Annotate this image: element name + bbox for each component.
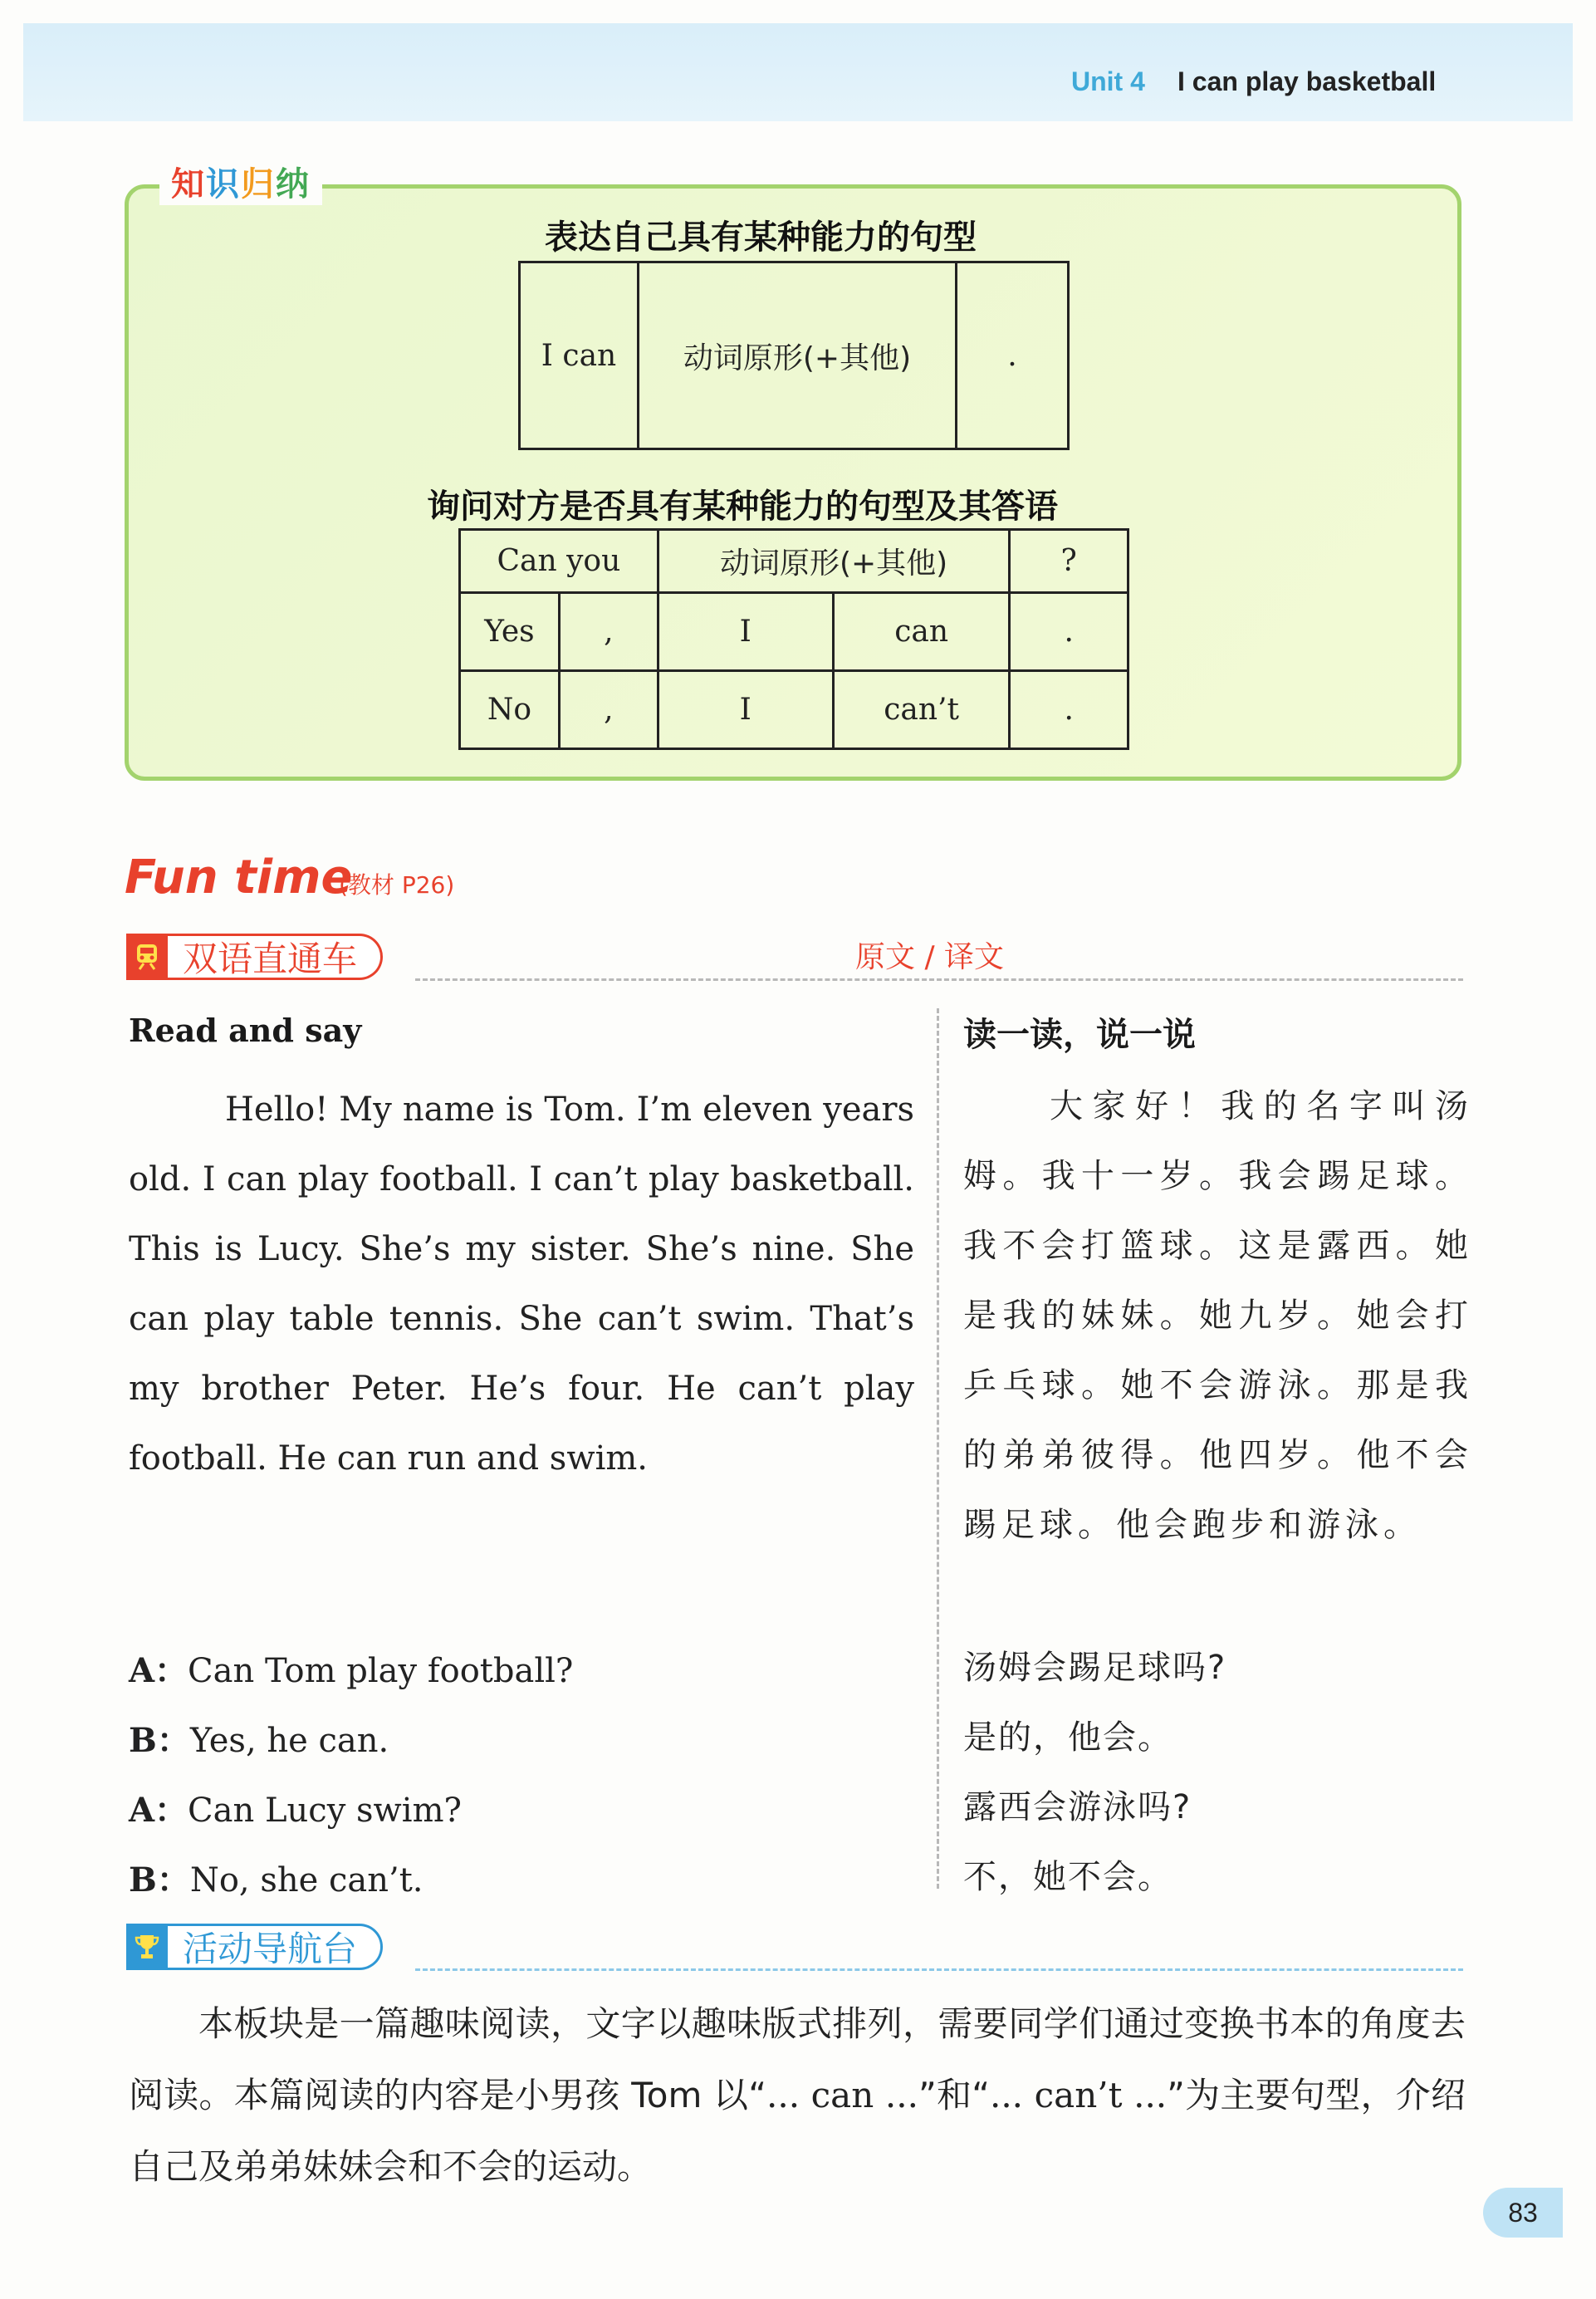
- original-translation-label: 原文 / 译文: [855, 940, 1005, 974]
- knowledge-box-label: 知识归纳: [159, 158, 322, 205]
- chinese-heading: 读一读，说一说: [963, 1016, 1196, 1054]
- table-cell: ?: [1010, 530, 1128, 593]
- table-cell: can: [833, 593, 1010, 671]
- table-cell: .: [957, 262, 1069, 449]
- english-heading: Read and say: [129, 1012, 362, 1049]
- table-cell: .: [1010, 593, 1128, 671]
- section-divider: [415, 978, 1463, 981]
- pattern-table-2: [458, 528, 1129, 750]
- table-cell: 动词原形(+其他): [639, 262, 957, 449]
- table-cell: I: [658, 593, 833, 671]
- dialogue-translation: 不，她不会。: [963, 1858, 1173, 1896]
- page-number: 83: [1483, 2188, 1563, 2238]
- unit-title: I can play basketball: [1177, 66, 1437, 96]
- activity-guide-text: 本板块是一篇趣味阅读，文字以趣味版式排列，需要同学们通过变换书本的角度去阅读。本篇阅读的内容是小男孩 Tom 以“... can ...”和“... can’t ...”为主要句型，介绍自己及弟弟妹妹会和不会的运动。: [129, 2003, 1466, 2187]
- dialogue-translation: 露西会游泳吗?: [963, 1788, 1192, 1826]
- section-label: 活动导航台: [183, 1929, 358, 1969]
- table-cell: .: [1010, 671, 1128, 749]
- knowledge-title-1: 表达自己具有某种能力的句型: [545, 218, 977, 257]
- trophy-icon: [126, 1924, 168, 1970]
- textbook-reference: (教材 P26): [339, 871, 455, 899]
- table-cell: Can you: [460, 530, 658, 593]
- table-cell: No: [460, 671, 560, 749]
- table-cell: ,: [559, 671, 658, 749]
- dialogue-line: A：Can Tom play football?: [129, 1651, 574, 1690]
- unit-label: Unit 4: [1071, 66, 1145, 96]
- dialogue-line: B：No, she can’t.: [129, 1860, 423, 1899]
- fun-time-title: Fun time: [125, 850, 353, 904]
- table-cell: ,: [559, 593, 658, 671]
- activity-guide-section-tab: [126, 1924, 383, 1970]
- table-cell: can’t: [833, 671, 1010, 749]
- table-cell: I: [658, 671, 833, 749]
- train-icon: [126, 934, 168, 980]
- dialogue-line: B：Yes, he can.: [129, 1721, 389, 1760]
- dialogue-translation: 是的，他会。: [963, 1718, 1173, 1757]
- dialogue-line: A：Can Lucy swim?: [129, 1791, 462, 1830]
- table-cell: 动词原形(+其他): [658, 530, 1010, 593]
- section-divider: [415, 1968, 1463, 1971]
- knowledge-title-2: 询问对方是否具有某种能力的句型及其答语: [427, 488, 1058, 526]
- english-passage: Hello! My name is Tom. I’m eleven years old. I can play football. I can’t play basketball. This is Lucy. She’s my sister. She’s nine. She can play table tennis. She can’t swim. That’s my brother Peter. He’s four. He can’t play football. He can run and swim.: [129, 1091, 914, 1478]
- table-cell: Yes: [460, 593, 560, 671]
- section-label: 双语直通车: [183, 939, 358, 979]
- pattern-table-1: [518, 261, 1070, 450]
- bilingual-section-tab: [126, 934, 383, 980]
- dialogue-translation: 汤姆会踢足球吗?: [963, 1649, 1227, 1687]
- table-cell: I can: [520, 262, 639, 449]
- column-divider: [937, 1008, 939, 1889]
- chinese-passage: 大家好！我的名字叫汤姆。我十一岁。我会踢足球。我不会打篮球。这是露西。她是我的妹妹。她九岁。她会打乒乓球。她不会游泳。那是我的弟弟彼得。他四岁。他不会踢足球。他会跑步和游泳。: [963, 1087, 1473, 1544]
